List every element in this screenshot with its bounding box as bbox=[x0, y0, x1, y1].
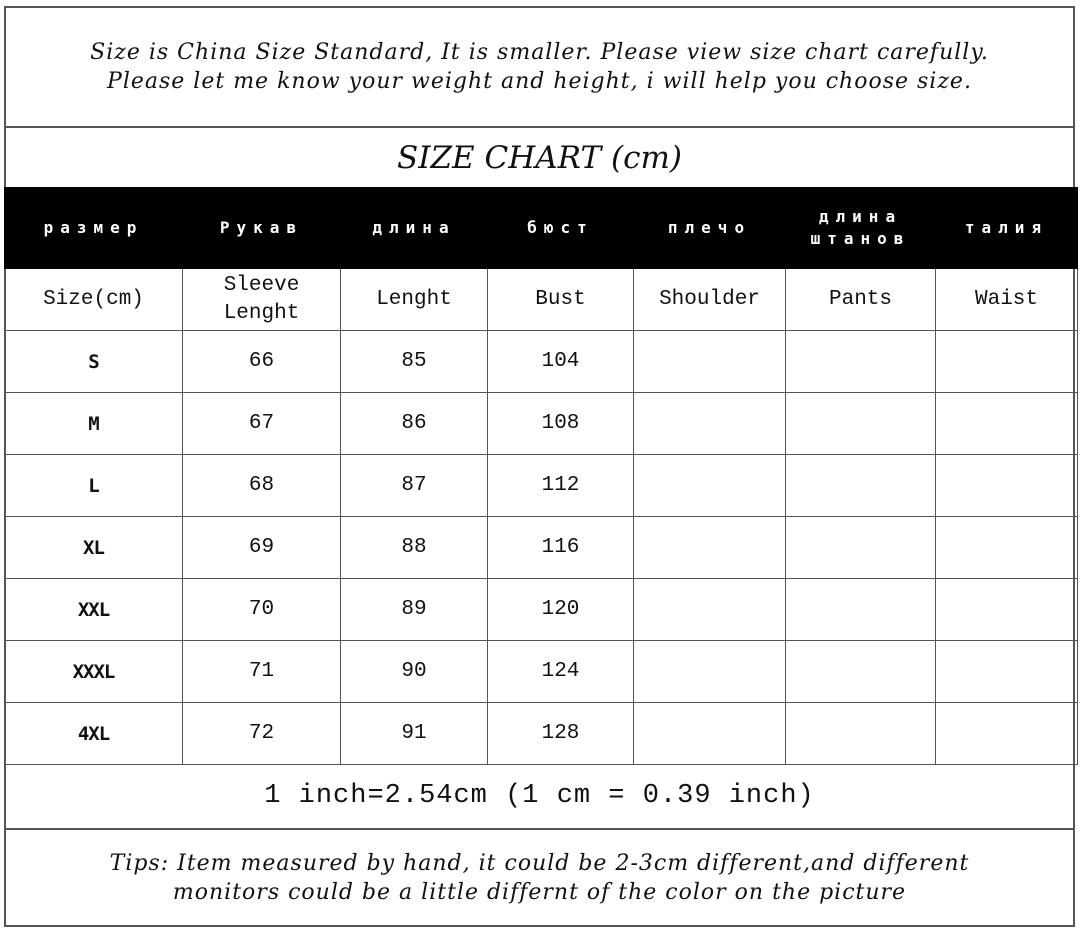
measurement-cell: 72 bbox=[183, 703, 341, 765]
measurement-cell bbox=[634, 517, 786, 579]
measurement-cell bbox=[634, 455, 786, 517]
measurement-cell: 90 bbox=[341, 641, 488, 703]
measurement-cell: 116 bbox=[488, 517, 634, 579]
measurement-cell: 128 bbox=[488, 703, 634, 765]
measurement-cell: 108 bbox=[488, 393, 634, 455]
measurement-cell bbox=[936, 579, 1078, 641]
table-row bbox=[5, 331, 1078, 393]
measurement-cell: 71 bbox=[183, 641, 341, 703]
header-en-cell: Shoulder bbox=[634, 269, 786, 331]
header-ru-cell: бюст bbox=[488, 188, 634, 269]
table-row bbox=[5, 455, 1078, 517]
measurement-cell bbox=[786, 703, 936, 765]
measurement-cell bbox=[936, 517, 1078, 579]
measurement-cell: 66 bbox=[183, 331, 341, 393]
header-ru-cell: плечо bbox=[634, 188, 786, 269]
size-cell: XL bbox=[5, 517, 183, 579]
notice-line-2: Please let me know your weight and height, i will help you choose size. bbox=[107, 69, 972, 94]
header-en-cell: Size(cm) bbox=[5, 269, 183, 331]
measurement-cell bbox=[936, 455, 1078, 517]
size-cell: XXXL bbox=[5, 641, 183, 703]
chart-title: SIZE CHART (cm) bbox=[397, 139, 682, 176]
measurement-cell: 120 bbox=[488, 579, 634, 641]
measurement-cell bbox=[786, 455, 936, 517]
header-en-cell: Bust bbox=[488, 269, 634, 331]
measurement-cell: 104 bbox=[488, 331, 634, 393]
measurement-tips bbox=[6, 830, 1073, 925]
measurement-cell: 88 bbox=[341, 517, 488, 579]
measurement-cell: 124 bbox=[488, 641, 634, 703]
measurement-cell bbox=[786, 579, 936, 641]
header-ru-cell: талия bbox=[936, 188, 1078, 269]
table-row bbox=[5, 579, 1078, 641]
notice-line-1: Size is China Size Standard, It is smaller. Please view size chart carefully. bbox=[90, 40, 989, 65]
measurement-cell bbox=[786, 641, 936, 703]
measurement-cell: 69 bbox=[183, 517, 341, 579]
size-cell: 4XL bbox=[5, 703, 183, 765]
measurement-cell bbox=[786, 393, 936, 455]
measurement-cell: 91 bbox=[341, 703, 488, 765]
table-row bbox=[5, 517, 1078, 579]
measurement-cell: 89 bbox=[341, 579, 488, 641]
measurement-cell bbox=[634, 703, 786, 765]
measurement-cell: 112 bbox=[488, 455, 634, 517]
tips-line-2: monitors could be a little differnt of the color on the picture bbox=[172, 879, 907, 905]
table-row bbox=[5, 641, 1078, 703]
header-ru-cell: размер bbox=[5, 188, 183, 269]
measurement-cell bbox=[936, 703, 1078, 765]
measurement-cell bbox=[634, 641, 786, 703]
measurement-cell: 68 bbox=[183, 455, 341, 517]
table-row bbox=[5, 703, 1078, 765]
size-table bbox=[4, 187, 1078, 765]
size-cell: L bbox=[5, 455, 183, 517]
size-notice bbox=[6, 8, 1073, 128]
size-cell: XXL bbox=[5, 579, 183, 641]
measurement-cell: 87 bbox=[341, 455, 488, 517]
measurement-cell bbox=[936, 641, 1078, 703]
tips-line-1: Tips: Item measured by hand, it could be 2-3cm different,and different bbox=[109, 850, 970, 876]
measurement-cell: 85 bbox=[341, 331, 488, 393]
size-cell: M bbox=[5, 393, 183, 455]
header-ru-cell: длина bbox=[341, 188, 488, 269]
measurement-cell: 67 bbox=[183, 393, 341, 455]
measurement-cell bbox=[786, 517, 936, 579]
measurement-cell bbox=[634, 331, 786, 393]
size-cell: S bbox=[5, 331, 183, 393]
header-en-cell bbox=[183, 269, 341, 331]
header-ru-cell: длина штанов bbox=[786, 188, 936, 269]
measurement-cell bbox=[786, 331, 936, 393]
measurement-cell bbox=[936, 393, 1078, 455]
english-header-row bbox=[5, 269, 1078, 331]
unit-conversion: 1 inch=2.54cm (1 cm = 0.39 inch) bbox=[6, 764, 1073, 830]
header-ru-cell: Рукав bbox=[183, 188, 341, 269]
header-en-sleeve: Sleeve Lenght bbox=[223, 273, 300, 325]
measurement-cell: 86 bbox=[341, 393, 488, 455]
header-en-cell: Lenght bbox=[341, 269, 488, 331]
table-row bbox=[5, 393, 1078, 455]
measurement-cell: 70 bbox=[183, 579, 341, 641]
measurement-cell bbox=[634, 579, 786, 641]
measurement-cell bbox=[936, 331, 1078, 393]
header-en-cell: Pants bbox=[786, 269, 936, 331]
measurement-cell bbox=[634, 393, 786, 455]
size-chart-card bbox=[4, 6, 1075, 927]
russian-header-row bbox=[5, 188, 1078, 269]
header-en-cell: Waist bbox=[936, 269, 1078, 331]
